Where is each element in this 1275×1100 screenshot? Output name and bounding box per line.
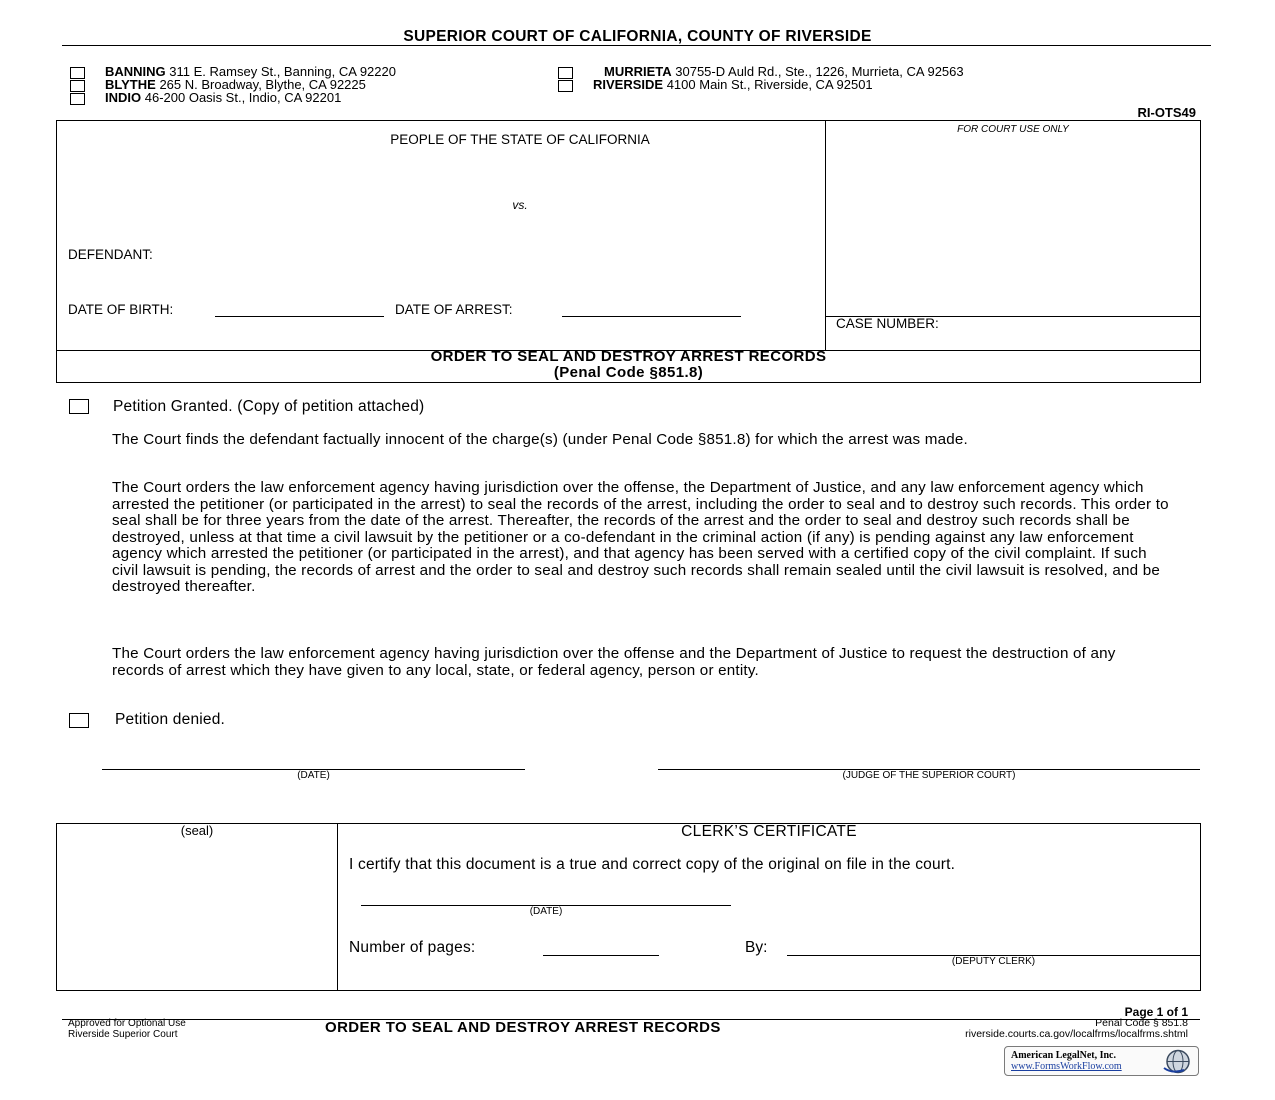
destruction-request-paragraph: The Court orders the law enforcement agency having jurisdiction over the offense and the Department of Justice to request the destruction of any records of arrest which they have given to any local, state, or federal agency, person or entity. xyxy=(112,645,1116,679)
murrieta-checkbox[interactable] xyxy=(558,67,573,79)
logo-url: www.FormsWorkFlow.com xyxy=(1011,1061,1122,1072)
date-caption: (DATE) xyxy=(297,770,330,781)
judge-caption: (JUDGE OF THE SUPERIOR COURT) xyxy=(842,770,1016,781)
location-blythe: BLYTHE 265 N. Broadway, Blythe, CA 92225 xyxy=(105,77,366,92)
page-indicator: Page 1 of 1 xyxy=(1124,1005,1188,1019)
riverside-checkbox[interactable] xyxy=(558,80,573,92)
form-code: RI-OTS49 xyxy=(1137,105,1196,120)
location-murrieta: MURRIETA 30755-D Auld Rd., Ste., 1226, Murrieta, CA 92563 xyxy=(604,64,964,79)
order-title-line1: ORDER TO SEAL AND DESTROY ARREST RECORDS xyxy=(430,348,827,365)
doa-field[interactable] xyxy=(562,316,741,317)
footer-title: ORDER TO SEAL AND DESTROY ARREST RECORDS xyxy=(325,1019,721,1036)
court-title: SUPERIOR COURT OF CALIFORNIA, COUNTY OF RIVERSIDE xyxy=(403,28,872,45)
logo-company: American LegalNet, Inc. xyxy=(1011,1050,1116,1061)
header-rule xyxy=(62,45,1211,46)
pages-field[interactable] xyxy=(543,955,659,956)
approved-line1: Approved for Optional Use xyxy=(68,1018,186,1029)
case-number-label: CASE NUMBER: xyxy=(836,316,939,331)
seal-box xyxy=(56,823,338,991)
finding-paragraph: The Court finds the defendant factually innocent of the charge(s) (under Penal Code §851.8) for which the arrest was made. xyxy=(112,431,968,448)
certify-text: I certify that this document is a true and correct copy of the original on file in the court. xyxy=(349,856,956,873)
dob-field[interactable] xyxy=(215,316,384,317)
vs-label: vs. xyxy=(512,198,528,212)
location-banning: BANNING 311 E. Ramsey St., Banning, CA 92220 xyxy=(105,64,396,79)
blythe-checkbox[interactable] xyxy=(70,80,85,92)
seal-order-paragraph: The Court orders the law enforcement agency having jurisdiction over the offense, the Department of Justice, and any law enforcement agency which arrested the petitioner (or participated in the arrest) to seal the records of the arrest, including the order to seal and to destroy such records. This order to seal shall be for three years from the date of the arrest. Thereafter, the records of the arrest and the order to seal and destroy such records shall be destroyed, unless at that time a civil lawsuit by the petitioner or a co-defendant in the criminal action (if any) is pending against any law enforcement agency which arrested the petitioner (or participated in the arrest), and that agency has been served with a certified copy of the civil complaint. If such civil lawsuit is pending, the records of arrest and the order to seal and destroy such records shall remain sealed until the civil lawsuit is resolved, and be destroyed thereafter. xyxy=(112,479,1169,595)
banning-checkbox[interactable] xyxy=(70,67,85,79)
clerk-date-caption: (DATE) xyxy=(529,906,563,917)
indio-checkbox[interactable] xyxy=(70,93,85,105)
doa-label: DATE OF ARREST: xyxy=(395,302,513,317)
court-use-label: FOR COURT USE ONLY xyxy=(957,124,1069,135)
globe-icon xyxy=(1160,1048,1194,1075)
order-title xyxy=(56,349,1201,381)
order-title-line2: (Penal Code §851.8) xyxy=(553,364,704,381)
by-label: By: xyxy=(745,939,768,956)
footer-reference xyxy=(880,1018,1188,1040)
deputy-clerk-caption: (DEPUTY CLERK) xyxy=(951,956,1036,967)
court-url: riverside.courts.ca.gov/localfrms/localfrms.shtml xyxy=(965,1028,1188,1040)
seal-label: (seal) xyxy=(180,823,214,838)
approved-line2: Riverside Superior Court xyxy=(68,1029,178,1040)
pages-label: Number of pages: xyxy=(349,939,476,956)
petition-granted-label: Petition Granted. (Copy of petition attached) xyxy=(113,398,425,415)
location-riverside: RIVERSIDE 4100 Main St., Riverside, CA 92501 xyxy=(593,77,873,92)
petition-denied-checkbox[interactable] xyxy=(69,713,89,728)
defendant-label: DEFENDANT: xyxy=(68,247,153,262)
penal-code-ref: Penal Code § 851.8 xyxy=(1095,1017,1188,1029)
dob-label: DATE OF BIRTH: xyxy=(68,302,174,317)
forms-workflow-logo[interactable] xyxy=(1004,1046,1199,1076)
people-label: PEOPLE OF THE STATE OF CALIFORNIA xyxy=(390,132,650,147)
petition-granted-checkbox[interactable] xyxy=(69,399,89,414)
location-indio: INDIO 46-200 Oasis St., Indio, CA 92201 xyxy=(105,90,342,105)
petition-denied-label: Petition denied. xyxy=(115,711,226,728)
clerk-certificate-title: CLERK’S CERTIFICATE xyxy=(681,823,857,840)
approved-note xyxy=(68,1018,186,1040)
